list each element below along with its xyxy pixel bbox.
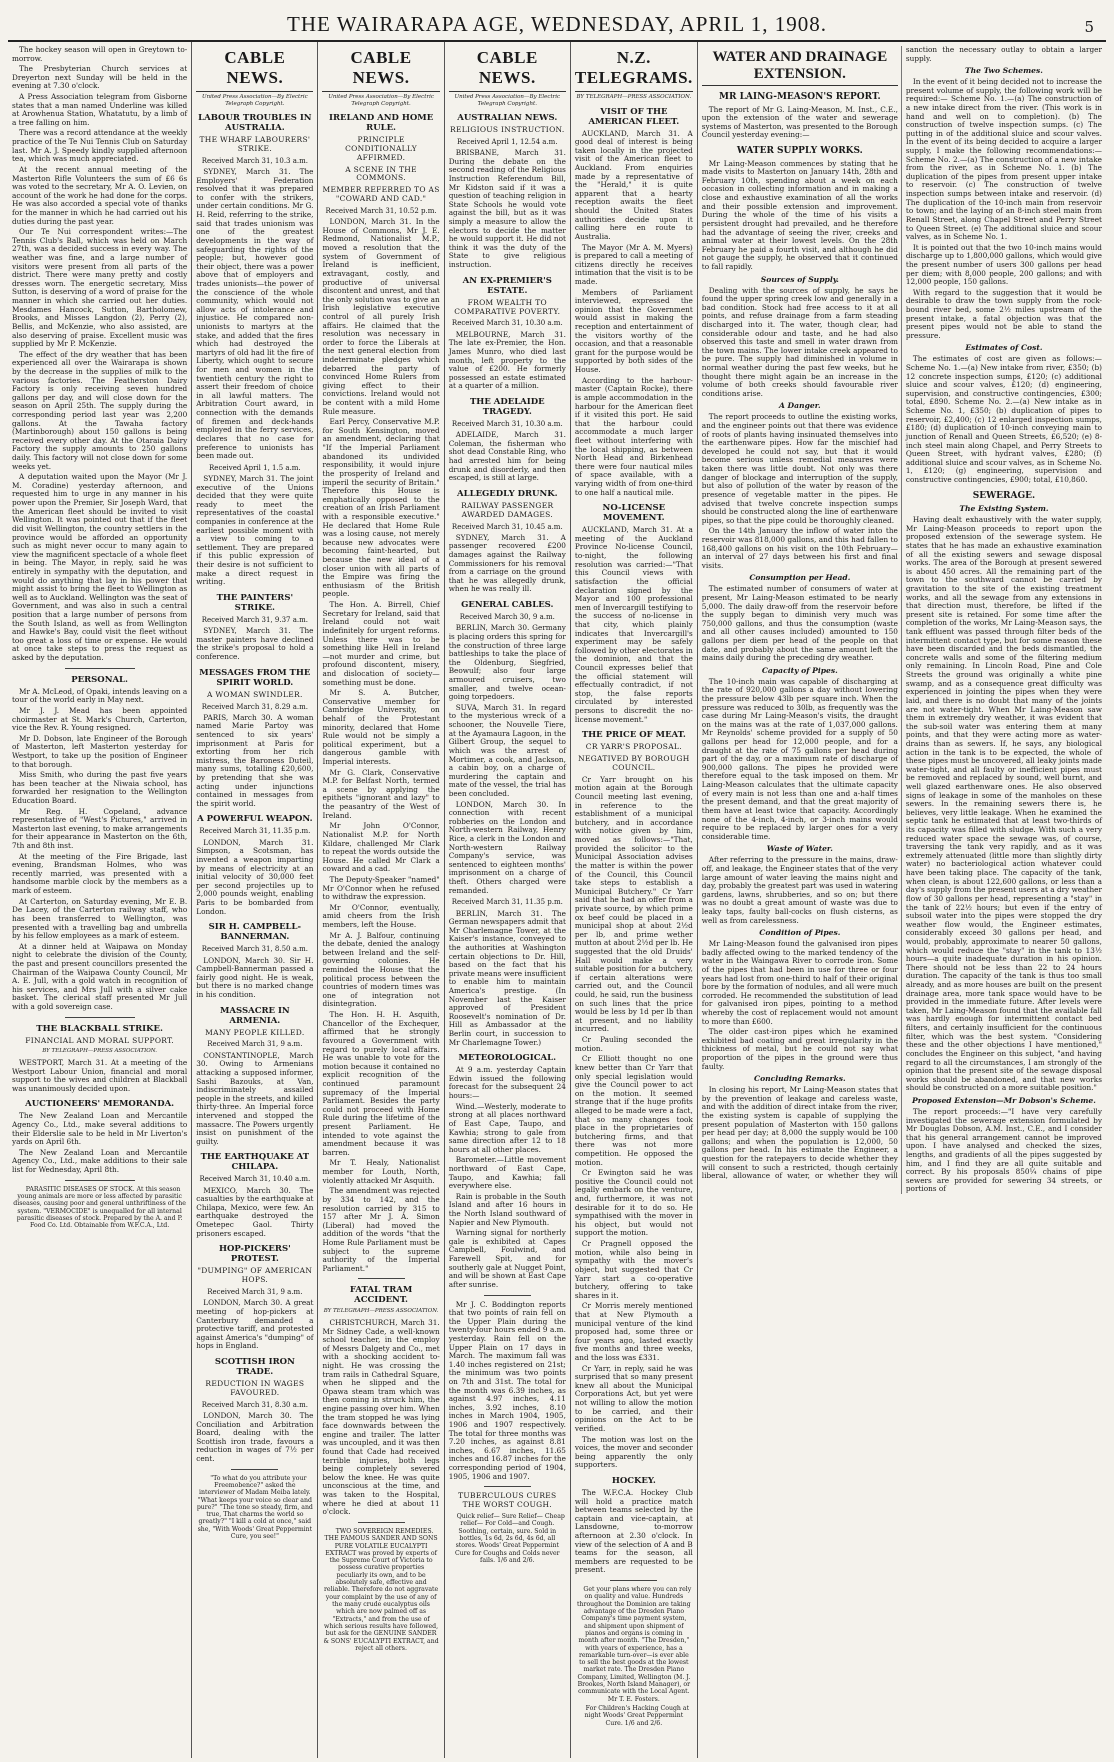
news-item: The effect of the dry weather that has been experienced all over the Wairarapa is shown by the decrease in the supplies of milk to the various factories. The Featherston Dairy Factory is only receiving seven hundred gallons per day, and will close down for the season on April 25th. The supply during the corresponding period last year was 2,200 gallons. At the Tawaha factory (Martinborough) about 150 gallons is being received every other day. At the Otaraia Dairy Factory the supply amounts to 250 gallons daily. This factory will not close down for some weeks yet. [12,349,188,471]
subsection-heading: Condition of Pipes. [759,928,841,938]
article-body: SYDNEY, March 31. The master painters have declined the strike's proposal to hold a conference. [196,626,314,662]
article-body: Cr Yarr, in reply, said he was surprised that so many present knew all about the Municipal Corporations Act, but yet were not willing to allow the motion to be carried, and their opinions on the Act to be verified. [574,1363,693,1433]
subheading: FINANCIAL AND MORAL SUPPORT. [25,1035,174,1045]
subheading: MANY PEOPLE KILLED. [205,1027,305,1037]
article-body: BRISBANE, March 31. During the debate on the second reading of the Religious Instruction Referendum Bill, Mr Kidston said if it was a question of teaching religion in State Schools he would vote against the bill, but as it was simply a measure to allow the electors to decide the matter he would support it. He did not think it was the duty of the State to give religious instruction. [448,148,566,270]
news-item: A deputation waited upon the Mayor (Mr J. M. Coradine) yesterday afternoon, and requested him to urge in any manner in his power upon the Premier, Sir Joseph Ward, that the American fleet should be invited to visit Wellington. It was pointed out that if the fleet did visit Wellington, the country settlers in the province would be afforded an opportunity such as might never occur to many again to view the magnificent spectacle of a whole fleet in being. The Mayor, in reply, said he was entirely in sympathy with the deputation, and would do anything that lay in his power that might assist to bring the fleet to Wellington as well as to Auckland. Wellington was the seat of Government, and was also in such a central position that a large number of persons from the South Island, as well as from Wellington and Hawke's Bay, could visit the fleet without too great a loss of time or expense. He would at once take steps to press the request as asked by the deputation. [12,472,188,663]
divider [231,1469,278,1470]
subheading: NEGATIVED BY BOROUGH COUNCIL. [578,754,690,772]
article-heading: VISIT OF THE AMERICAN FLEET. [588,106,680,127]
news-item: Mr A. McLeod, of Opaki, intends leaving on a tour of the world early in May next. [12,686,188,705]
article-body: Mr O'Connor, eventually, amid cheers from the Irish members, left the House. [322,902,440,929]
article-body: Members of Parliament interviewed, expressed the opinion that the Government would assist in making the reception and entertainment of the visitors worthy of the occasion, and that a reasonable grant for the purpose would be supported by both sides of the House. [574,287,693,375]
news-item: The New Zealand Loan and Mercantile Agency Co., Ltd., make additions to their sale list for Wednesday, April 8th. [12,1147,188,1175]
subsection-heading: Concluding Remarks. [754,1074,846,1084]
article-body: LONDON, March 30. The Conciliation and Arbitration Board, dealing with the Scottish iron trade, favours a reduction in wages of 7½ per cent. [196,1410,314,1463]
water-report-body [702,46,1102,1194]
subsection-heading: Waste of Water. [766,844,833,854]
columns [8,42,1106,1758]
article-body: BERLIN, March 30. Germany is placing orders this spring for the construction of three large battleships to take the place of the Oldenburg, Siegfried, Beowulf; also four large armoured cruisers, two smaller, and twelve ocean-going torpedoers. [448,623,566,702]
subsection-heading: The Two Schemes. [964,66,1043,76]
column-water-drainage [698,42,1106,1758]
article-heading: SIR H. CAMPBELL-BANNERMAN. [208,922,302,943]
article-body: Mr Laing-Meason commences by stating that he made visits to Masterton on January 14th, 28th and February 10th, spending about a week on each occasion in collecting information and in making a close and exhaustive examination of all the works and their possible extension and improvement. During the whole of the time of his visits a persistent drought had prevailed, and he therefore had the advantage of seeing the river, creeks and animal water at their lowest levels. On the 28th February he paid a fourth visit, and although he did not gauge the supply, he observed that it continued to fall rapidly. [701,158,898,271]
news-item: At the meeting of the Fire Brigade, last evening, Brandsman Holmes, who was recently married, was presented with a handsome marble clock by the members as a mark of esteem. [12,851,188,896]
article-body: ADELAIDE, March 31. Coleman, the fisherman who shot dead Constable Ring, who had arrested him for being drunk and disorderly, and then escaped, is still at large. [448,430,566,483]
article-body: Cr Elliott thought no one knew better than Cr Yarr that only special legislation would give the Council power to act on the motion. It seemed strange that if the huge profits alleged to be made were a fact, that so many changes took place in the proprietaries of butchering firms, and that there was not more competition. He opposed the motion. [574,1054,693,1167]
article-body: The report proceeds:—"I have very carefully investigated the sewerage extension formulated by Mr Douglas Dobson, A.M. Inst., C.E., and I consider that his general arrangement cannot be improved upon. I have analysed and checked the sizes, lengths, and gradients of all the pipes suggested by him, and I find they are all quite suitable and correct. By his proposals 850¼ chains of pipe sewers are provided for sewering 34 streets, or portions of [905,1106,1102,1194]
article-body: LONDON, March 31. Simpson, a Scotsman, has invented a weapon imparting by means of electricity at an initial velocity of 30,000 feet per second projectiles up to 2,000 pounds weight, enabling Paris to be bombarded from London. [196,837,314,916]
divider [610,1580,657,1581]
divider [484,1295,531,1296]
article-body: Rain is probable in the South Island and after 16 hours in the North Island southward of Napier and New Plymouth. [448,1191,566,1227]
article-heading: NO-LICENSE MOVEMENT. [602,503,666,524]
article-body: AUCKLAND, March 31. At a meeting of the Auckland Province No-license Council, to-night, the following resolution was carried:—"That this Council views with satisfaction the official declaration signed by the Mayor and 100 professional men of Invercargill testifying to the success of no-license in that city, which plainly indicates that Invercargill's experiment may be safely followed by other electorates in the dominion, and that the Council expresses belief that the official statement will effectually contradict, if not stop, the false reports circulated by interested persons to discredit the no-license movement." [574,525,693,724]
column-header: N.Z. TELEGRAMS. [575,46,693,92]
news-item: Mr Reg. H. Copeland, advance representative of "West's Pictures," arrived in Masterton last evening, to make arrangements for their appearance in Masterton on the 6th, 7th and 8th inst. [12,806,188,851]
column-nz-telegrams [571,42,698,1758]
article-body: The older cast-iron pipes which he examined exhibited bad coating and great irregularity in the thickness of metal, but he could not say what proportion of the pipes in the ground were thus faulty. [701,1027,898,1071]
subheading: THE WHARF LABOURERS' STRIKE. [199,135,311,153]
article-body: MELBOURNE, March 31. The late ex-Premier, the Hon. James Munro, who died last month, left property to the value of £200. He formerly possessed an estate estimated at a quarter of a million. [448,329,566,391]
received-line: Received March 31, 10.30 a.m. [451,319,563,328]
article-body: Mr A. J. Balfour, continuing the debate, denied the analogy between Ireland and the self-governing colonies. He reminded the House that the political process between the countries of modern times was one of integration not disintegration. [322,930,440,1009]
subheading: REDUCTION IN WAGES FAVOURED. [205,1378,305,1397]
advertisement: Quick relief— Sure Relief— Cheap relief— For Cold—and Cough. Soothing, certain, sure. Sold in bottles, 1s 6d, 2s 6d, 4s 6d, all stores. Woods' Great Peppermint Cure for Coughs and Colds never fails. 1/6 and 2/6. [454,1512,565,1564]
received-line: Received March 31, 10.45 a.m. [451,522,563,531]
article-body: Mr Laing-Meason found the galvanised iron pipes badly affected owing to the marked tendency of the water in the Waingawa River to corrode iron. Some of the pipes that had been in use for three or four years had lost from one-third to half of their original bore by the formation of nodules, and all were much corroded. He recommended the substitution of lead for galvanised iron pipes, pointing to a method whereby the cost of replacement would not amount to more than £600. [701,939,898,1026]
article-body: It is pointed out that the two 10-inch mains would discharge up to 1,800,000 gallons, which would give the present number of users 300 gallons per head per diem; with 8,000 people, 200 gallons; and with 12,000 people, 150 gallons. [905,242,1102,287]
article-body: Having dealt exhaustively with the water supply, Mr Laing-Meason proceeds to report upon the proposed extension of the sewerage system. He states that he has made an exhaustive examination of all the existing sewers and sewage disposal works. The area of the Borough at present sewered is about 450 acres. All the remaining part of the town to the southward cannot be carried by gravitation to the site of the existing treatment works, and all the sewage from any extensions in that direction must, therefore, be lifted if the present site is retained. For some time after the completion of the works, Mr Laing-Meason says, the tank effluent was passed through filter beds of the intermittent contact type, but for some reason these have been discarded and the beds dismantled, the concrete walls and some of the filtering medium only remaining. In Lincoln Road, Pine and Cole Streets the ground was originally a white pine swamp, and as a consequence great difficulty was experienced in jointing the pipes when they were laid, and there is no doubt that many of the joints are not water-tight. When Mr Laing-Meason saw them in extremely dry weather, it was evident that the sub-soil water was entering them at many points, and that they were acting more as water-drains than as sewers. If, he says, any biological action in the tank is to be expected, the whole of these pipes must be uncovered, all leaky joints made water-tight, and all faulty or inefficient pipes must be removed and replaced by sound, well burnt, and well glazed earthenware ones. He also observed signs of leakage in some of the manholes on these sewers. In the remaining sewers there is, he believes, very little leakage. When he examined the septic tank he estimated that at least two-thirds of its capacity was filled with sludge. With such a very reduced water space the sewage was, of course, traversing the tank very rapidly, and as it was extremely attenuated (little more than slightly dirty water) no bacteriological action whatever could have been taking place. The capacity of the tank, when clean, is about 122,600 gallons, or less than a day's supply from the present users at a dry weather flow of 30 gallons per head, representing a "stay" in the tank of 22½ hours; but even if the entry of subsoil water into the pipes were stopped the dry weather flow would, the Engineer estimates, considerably exceed 30 gallons per head, and would, probably, approximate to nearer 50 gallons, which would reduce the "stay" in the tank to 13½ hours—a quite inadequate duration in his opinion. There should not be less than 22 to 24 hours duration. The capacity of the tank is thus too small already, and as more houses are built on the present drainage area, more tank space would have to be provided in the immediate future. After levels were taken, Mr Laing-Meason found that the available fall was hardly enough for intermittent contact bed filters, and certainly insufficient for the continuous filter, which was the best system. "Considering these and the other objections I have mentioned," concludes the Engineer on this subject, "and having regard to all the circumstances, I am strongly of the opinion that the present site of the sewage disposal works should be abandoned, and that new works should be constructed on a more suitable position." [905,515,1102,1093]
subsection-heading: Proposed Extension—Mr Dobson's Scheme. [912,1095,1096,1105]
article-body: CHRISTCHURCH, March 31. Mr Sidney Cade, a well-known school teacher, in the employ of Messrs Dalgety and Co., met with a shocking accident to-night. He was crossing the tram rails in Cathedral Square, when he slipped and the Opawa steam tram which was then coming in struck him, the engine passing over him. When the tram stopped he was lying face downwards between the engine and trailer. The latter was uncoupled, and it was then found that Cade had received terrible injuries, both legs being completely severed below the knee. He was quite unconscious at the time, and was taken to the Hospital, where he died at about 11 o'clock. [322,1317,440,1517]
masthead [8,0,1106,42]
section-heading-blackball: THE BLACKBALL STRIKE. [36,1023,163,1034]
article-body: The report of Mr G. Laing-Meason, M. Inst., C.E., upon the extension of the water and sewerage systems of Masterton, was presented to the Borough Council yesterday evening:— [701,104,898,140]
newspaper-title: THE WAIRARAPA AGE, WEDNESDAY, APRIL 1, 1908. [287,12,827,36]
column-cable-news-1 [192,42,318,1758]
article-body: CONSTANTINOPLE, March 30. Owing to Armenians attacking a supposed informer, Sashi Bazouks, at Van, indiscriminately assailed people in the streets, and killed thirty-three. An Imperial force intervened and stopped the massacre. The Powers urgently insist on punishment of the guilty. [196,1050,314,1146]
article-heading: SCOTTISH IRON TRADE. [214,1356,295,1377]
page-number: 5 [1084,18,1094,36]
divider [65,668,135,669]
article-heading: IRELAND AND HOME RULE. [328,113,434,134]
subsection-heading: The Existing System. [959,504,1049,514]
subheading: A SCENE IN THE COMMONS. [345,164,417,183]
article-body: Warning signal for northerly gale is exhibited at Capes Campbell, Foulwind, and Farewell Spit, and for southerly gale at Nugget Point, and will be shown at East Cape after sunrise. [448,1228,566,1289]
news-item: Miss Smith, who during the past five years has been teacher at the Niwaia school, has forwarded her resignation to the Wellington Education Board. [12,770,188,805]
article-body: Barometer.—Little movement northward of East Cape, Taupo, and Kawhia; fall everywhere else. [448,1155,566,1191]
advertisement-heading: TUBERCULOUS CURES THE WORST COUGH. [458,1491,557,1510]
article-heading: HOCKEY. [611,1475,656,1486]
subheading: MEMBER REFERRED TO AS "COWARD AND CAD." [322,185,440,204]
article-body: The amendment was rejected by 334 to 142, and the resolution carried by 315 to 157 after Mr J. A. Simon (Liberal) had moved the addition of the words "that the Home Rule Parliament must be subject to the supreme authority of the Imperial Parliament." [322,1186,440,1273]
news-item: At the recent annual meeting of the Masterton Rifle Volunteers the sum of £6 6s was voted to the secretary, Mr A. O. Levien, on account of the work he had done for the corps. He was also accorded a special vote of thanks for the manner in which he had carried out his duties during the past year. [12,164,188,226]
subsection-heading: Capacity of Pipes. [761,665,838,675]
article-body: On the 14th January the inflow of water into the reservoir was 818,000 gallons, and this had fallen to 168,400 gallons on his visit on the 10th February—an interval of 27 days between his first and final visits. [701,526,898,570]
news-item: At a dinner held at Waipawa on Monday night to celebrate the division of the County, the past and present councillors presented the Chairman of the Waipawa County Council, Mr A. E. Jull, with a gold watch in recognition of his services, and Mrs Jull with a silver cake basket. The clerical staff presented Mr Jull with a gold sovereign case. [12,941,188,1011]
article-body: The Mayor (Mr A. M. Myers) is prepared to call a meeting of citizens directly he receives intimation that the visit is to be made. [574,242,693,286]
section-heading-personal: PERSONAL. [71,674,128,685]
subheading: "DUMPING" OF AMERICAN HOPS. [197,1266,313,1285]
column-cable-news-3 [445,42,571,1758]
article-body: Mr G. Clark, Conservative M.P. for Belfast North, termed a scene by applying the epithets "ignorant and lazy" to the peasantry of the West of Ireland. [322,767,440,820]
article-body: LONDON, March 30. In connection with recent robberies on the London and North-western Railway, Henry Rice, a clerk in the London and North-western Railway Company's service, was sentenced to eighteen months' imprisonment on a charge of theft. Others charged were remanded. [448,799,566,895]
subheading: RAILWAY PASSENGER AWARDED DAMAGES. [461,500,554,519]
article-body: Mr T. Healy, Nationalist member for Louth, North, violently attacked Mr Asquith. [322,1158,440,1185]
article-body: Cr Ewington said he was positive the Council could not legally embark on the venture, and, furthermore, it was not desirable for it to do so. He sympathised with the mover in his object, but would not support the motion. [574,1168,693,1238]
article-body: The estimates of cost are given as follows:— Scheme No. 1.—(a) New intake from river, £350; (b) 12 concrete inspection sumps, £120; (c) additional sluice and scour valves, £120; (d) engineering, supervision, and constructive contingencies, £300; total, £890. Scheme No. 2.—(a) New intake as in Scheme No. 1, £350; (b) duplication of pipes to reservoir, £2,400; (c) 12 enlarged inspection sumps, £180; (d) duplication of 10-inch conveying main to junction of Renall and Queen Streets, £6,520; (e) 8-inch steel main along Chapel, and Perry Streets to Queen Street, with hydrant valves, £280; (f) additional sluice and scour valves, as in Scheme No. 1, £120; (g) engineering, supervision and constructive contingencies, £900; total, £10,860. [905,354,1102,484]
received-line: Received March 31, 9 a.m. [207,1040,303,1049]
received-line: Received March 30, 9 a.m. [459,613,555,622]
credit-line: BY TELEGRAPH—PRESS ASSOCIATION. [576,94,692,101]
article-body: The Hon. A. Birrell, Chief Secretary for Ireland, said that Ireland could not wait indefinitely for urgent reforms. Unless there was to be something like Hell in Ireland—not murder and crime, but profound discontent, misery, and dislocation of society—something must be done. [322,600,440,687]
article-body: Cr Pauling seconded the motion. [574,1035,693,1053]
divider [65,1180,135,1181]
article-heading: ALLEGEDLY DRUNK. [457,488,558,499]
article-heading: MESSAGES FROM THE SPIRIT WORLD. [199,667,311,688]
article-body: Mr John O'Connor, Nationalist M.P. for North Kildare, challenged Mr Clark to repeat the words outside the House. He called Mr Clark a coward and a cad. [322,821,440,874]
article-body: The motion was lost on the voices, the mover and seconder being apparently the only supporters. [574,1434,693,1470]
advertisement: TWO SOVEREIGN REMEDIES. THE FAMOUS SANDER AND SONS PURE VOLATILE EUCALYPTI EXTRACT was proved by experts of the Supreme Court of Victoria to possess curative properties peculiarly its own, and to be absolutely safe, effective and reliable. Therefore do not aggravate your complaint by the use of any of the many crude eucalyptus oils which are now palmed off as "Extracts," and from the use of which serious results have followed, but ask for the GENUINE SANDER & SONS' EUCALYPTI EXTRACT, and reject all others. [323,1527,439,1652]
article-heading: LABOUR TROUBLES IN AUSTRALIA. [198,113,312,134]
credit-line: United Press Association—By Electric Telegraph Copyright. [454,94,561,107]
received-line: Received March 31, 11.35 p.m. [451,898,563,907]
article-body: The report proceeds to outline the existing works, and the engineer points out that there was evidence of roots of plants having insinuated themselves into the earthenware pipes. How far the mischief had developed he could not say, but that it would become serious unless remedial measures were taken there was little doubt. Not only was there danger of blockage and interruption of the supply, but also of pollution of the water by reason of the presence of vegetable matter in the pipes. He advised that twelve concrete inspection sumps should be constructed along the line of earthenware pipes, so that the pipe could be thoroughly cleaned. [701,412,898,525]
advertisement: Get your plans where you can rely on quality and value. Hundreds throughout the Dominion are taking advantage of the Dresden Piano Company's time payment system, and shipment upon shipment of pianos and organs is coming in month after month. "The Dresden," with years of experience, has a remarkable turn-over—is ever able to sell the best goods at the lowest market rate. The Dresden Piano Company, Limited, Wellington (M. J. Brookes, North Island Manager), or communicate with the Local Agent. Mr T. E. Fosters. [577,1586,692,1703]
article-title: WATER AND DRAINAGE EXTENSION. [702,46,898,86]
divider [358,1278,405,1279]
article-body: Wind.—Westerly, moderate to strong at all places northward of East Cape, Taupo, and Kawhia; strong to gale from same direction after 12 to 18 hours at all other places. [448,1101,566,1154]
article-body: Mr S. A. Butcher, Conservative member for Cambridge University, on behalf of the Protestant minority, declared that Home Rule would not be simply a political experiment, but a dangerous gamble with Imperial interests. [322,688,440,767]
news-item: There was a record attendance at the weekly practice of the Te Nui Tennis Club on Saturday last. Mr A. J. Speedy kindly supplied afternoon tea, which was much appreciated. [12,128,188,164]
article-heading: THE EARTHQUAKE AT CHILAPA. [200,1152,310,1173]
subheading: CR YARR'S PROPOSAL. [585,742,682,752]
received-line: Received March 31, 10.40 a.m. [199,1175,311,1184]
article-body: Cr Morris merely mentioned that at New Plymouth a municipal venture of the kind proposed had, some three or four years ago, lasted exactly five months and three weeks, and the loss was £331. [574,1301,693,1363]
section-heading: WATER SUPPLY WORKS. [736,146,863,157]
article-body: The Deputy-Speaker "named" Mr O'Connor when he refused to withdraw the expression. [322,874,440,902]
article-body: In the event of it being decided not to increase the present volume of supply, the following work will be required:— Scheme No. 1.—(a) The construction of a new intake direct from the river. (This work is in hand and well on to completion). (b) The construction of twelve inspection sumps. (c) The putting in of the additional sluice and scour valves. In the event of its being decided to acquire a larger supply, I make the following recommendations:— Scheme No. 2.—(a) The construction of a new intake from the river, as in Scheme No. 1. (b) The duplication of the pipes from present upper intake to reservoir. (c) The construction of twelve inspection sumps between intake and reservoir. (d) The duplication of the 10-inch main from reservoir to town; and the laying of an 8-inch steel main from Renall Street, along Chapel Street and Perry Street to Queen Street. (e) The additional sluice and scour valves, as in Scheme No. 1. [905,77,1102,242]
news-item: At Carterton, on Saturday evening, Mr E. B. De Lacey, of the Carterton railway staff, who has been transferred to Wellington, was presented with a travelling bag and umbrella by his fellow employees as a mark of esteem. [12,896,188,941]
article-body: SYDNEY, March 31. A passenger recovered £200 damages against the Railway Commissioners for his removal from a carriage on the ground that he was allegedly drunk, when he was really ill. [448,532,566,594]
article-subtitle: MR LAING-MEASON'S REPORT. [719,92,881,102]
article-body: The W.F.C.A. Hockey Club will hold a practice match between teams selected by the captain and vice-captain, at Lansdowne, to-morrow afternoon at 2.30 o'clock. In view of the selection of A and B teams for the season, all members are requested to be present. [574,1487,693,1575]
article-body: The estimated number of consumers of water at present, Mr Laing-Meason estimated to be nearly 5,000. The daily draw-off from the reservoir before the supply began to diminish very much was 750,000 gallons, and thus the consumption (waste and all other causes included) amounted to 150 gallons per diem per head of the people on that date, and probably about the same amount left the mains daily during the preceding dry weather. [701,584,898,663]
subheading: FROM WEALTH TO COMPARATIVE POVERTY. [454,297,561,316]
credit-line: United Press Association—By Electric Telegraph Copyright. [328,94,434,107]
subheading: A WOMAN SWINDLER. [207,689,303,699]
article-body: BERLIN, March 31. The German newspapers admit that Mr Charlemagne Tower, at the Kaiser's instance, conveyed to the authorities at Washington certain objections to Dr. Hill, based on the fact that his private means were insufficient to enable him to maintain America's prestige. (In November last the Kaiser approved of President Roosevelt's nomination of Dr. Hill as Ambassador at the Berlin court, in succession to Mr Charlemagne Tower.) [448,908,566,1047]
article-heading: AN EX-PREMIER'S ESTATE. [462,275,552,296]
news-item: The hockey season will open in Greytown to-morrow. [12,45,188,63]
article-body: PARIS, March 30. A woman named Marie Partoy was sentenced to six years' imprisonment at Paris for extorting from her rich mistress, the Baroness Duteil, many sums, totalling £20,600, by pretending that she was acting under injunctions contained in messages from the spirit world. [196,712,314,808]
received-line: Received March 31, 8.30 a.m. [201,1400,308,1409]
section-heading-auctioneers: AUCTIONEERS' MEMORANDA. [25,1099,175,1110]
article-heading: MASSACRE IN ARMENIA. [220,1005,290,1026]
article-heading: THE PAINTERS' STRIKE. [216,592,294,613]
article-body: AUCKLAND, March 31. A good deal of interest is being taken locally in the projected visit of the American fleet to Auckland. From enquiries made by a representative of the "Herald," it is quite apparent that a hearty reception awaits the fleet should the United States authorities decide upon it calling here en route to Australia. [574,128,693,241]
article-body: At 9 a.m. yesterday Captain Edwin issued the following forecast for the subsequent 24 hours:— [448,1065,566,1101]
column-local-news [8,42,192,1758]
subsection-heading: Estimates of Cost. [965,343,1043,353]
article-body: Cr Yarr brought on his motion again at the Borough Council meeting last evening, in reference to the establishment of a municipal butchery, and in accordance with notice given by him, moved as follows:—"That, provided the solicitor to the Municipal Association advises the matter is within the power of the Council, this Council take steps to establish a Municipal Butchery." Cr Yarr said that he had an offer from a private source, by which prime ox beef could be placed in a municipal shop at about 2½d per lb, and prime wether mutton at about 2½d per lb. He suggested that the old Druids' Hall would make a very suitable position for a butchery, if certain alterations were carried out, and the Council could, he said, run the business on such lines that the price would be less by 1d per lb than at present, and no liability incurred. [574,774,693,1034]
received-line: Received April 1, 12.54 a.m. [457,137,558,146]
subsection-heading: A Danger. [779,401,821,411]
article-body: LONDON, March 30. A great meeting of hop-pickers at Canterbury demanded a protective tariff, and protested against America's "dumping" of hops in England. [196,1298,314,1351]
column-header: CABLE NEWS. [449,46,566,92]
article-heading: A POWERFUL WEAPON. [197,814,313,825]
news-item: The Presbyterian Church services at Dreyerton next Sunday will be held in the evening at 7.30 o'clock. [12,64,188,91]
column-header: CABLE NEWS. [322,46,439,92]
article-body: With regard to the suggestion that it would be desirable to draw the town supply from the rock-bound river bed, some 2½ miles upstream of the present intake, a fatal objection was that the present pipes would not be able to stand the pressure. [905,287,1102,340]
article-body: In closing his report, Mr Laing-Meason states that by the prevention of leakage and careless waste, and with the addition of direct intake from the river, the existing system is capable of supplying the present population of Masterton with 150 gallons per head per day; at 8,000 the supply would be 100 gallons; and when the population is 12,000, 50 gallons per head. In his estimate the Engineer, a question for the ratepayers to decide whether they will consent to such a restricted, though certainly liberal, allowance of water, or whether they will sanction the necessary outlay to obtain a larger supply. [701,45,1102,1181]
article-heading: HOP-PICKERS' PROTEST. [219,1244,291,1265]
article-heading: FATAL TRAM ACCIDENT. [349,1285,413,1306]
article-body: Earl Percy, Conservative M.P. for South Kensington, moved an amendment, declaring that "If the Imperial Parliament abandoned its undivided responsibility, it would injure the prosperity of Ireland and imperil the security of Britain." Therefore this House is emphatically opposed to the creation of an Irish Parliament with a responsible executive." He declared that Home Rule was a losing cause, not merely because new advocates were becoming faint-hearted, but because the new ideal of a closer union with all parts of the Empire was firing the enthusiasm of the British people. [322,417,440,599]
news-item: The New Zealand Loan and Mercantile Agency Co., Ltd., make several additions to their Elderslie sale to be held in Mr Liverton's yards on April 6th. [12,1111,188,1147]
divider [484,1486,531,1487]
subheading: RELIGIOUS INSTRUCTION. [450,125,565,135]
article-body: Mr J. C. Boddington reports that two points of rain fell on the Upper Plain during the twenty-four hours ended 9 a.m. yesterday. Rain fell on the Upper Plain on 17 days in March. The maximum fall was 1.40 inches registered on 21st; the minimum was two points on 7th and 31st. The total for the month was 6.39 inches, as against 4.97 inches, 4.11 inches, 3.92 inches, 8.10 inches in March 1904, 1905, 1906 and 1907 respectively. The total for three months was 7.20 inches, as against 8.81 inches, 6.67 inches, 11.65 inches and 16.87 inches for the corresponding period of 1904, 1905, 1906 and 1907. [448,1299,566,1481]
subheading: PRINCIPLE CONDITIONALLY AFFIRMED. [345,135,417,162]
news-item: Our Te Nui correspondent writes:—The Tennis Club's Ball, which was held on March 27th, was a decided success in every way. The weather was fine, and a large number of visitors were present from all parts of the district. There were many pretty and costly dresses worn. The energetic secretary, Miss Sutton, is deserving of a word of praise for the manner in which she carried out her duties. Mesdames Hancock, Sutton, Bartholomew, Brooks, and Misses Langdon (2), Perry (2), Bellis, and McKenzie, who also assisted, are also deserving of praise. Excellent music was supplied by Mr P. McKenzie. [12,227,188,349]
subsection-heading: Consumption per Head. [749,573,851,583]
column-cable-news-2 [318,42,444,1758]
subsection-heading: Sources of Supply. [760,274,839,284]
article-body: LONDON, March 30. Sir H. Campbell-Bannerman passed a fairly good night. He is weak, but there is no marked change in his condition. [196,955,314,999]
received-line: Received March 31, 10.52 p.m. [325,207,437,215]
credit-line: United Press Association—By Electric Telegraph Copyright. [202,94,308,107]
column-header: CABLE NEWS. [196,46,313,92]
article-body: After referring to the pressure in the mains, draw-off, and leakage, the Engineer states that of the very large amount of water leaving the mains night and day, probably the greatest part was used in watering gardens, lawns, shrubberies, and so on; but there was no doubt a great amount of waste was due to leaky taps, faulty ball-cocks on flush cisterns, as well as from carelessness. [701,855,898,925]
received-line: Received March 31, 9 a.m. [207,1288,303,1297]
news-item: WESTPORT, March 31. At a meeting of the Westport Labour Union, financial and moral support to the wives and children at Blackball was unanimously decided upon. [12,1057,188,1093]
article-heading: GENERAL CABLES. [461,600,554,611]
article-body: According to the harbour-master (Captain Rocke), there is ample accommodation in the harbour for the American fleet if it visited this port. He said that the harbour could accommodate a much larger fleet without interfering with the local shipping, as between North Head and Birkenhead there were four nautical miles of space available, with a varying width of from one-third to one half a nautical mile. [574,375,693,497]
article-body: SYDNEY, March 31. The joint executive of the Unions decided that they were quite ready to meet the representatives of the coastal companies in conference at the earliest possible moment with a view to coming to a settlement. They are prepared if this public expression of their desire is not sufficient to make a direct request in writing. [196,474,314,587]
received-line: Received March 31, 10.30 a.m. [451,419,563,428]
article-body: The Hon. H. H. Asquith, Chancellor of the Exchequer, affirmed that he strongly favoured a Government with regard to purely local affairs. He was unable to vote for the motion because it contained no explicit recognition of the continued paramount supremacy of the Imperial Parliament. Besides the party could not proceed with Home Rule during the lifetime of the present Parliament. He intended to vote against the amendment because it was barren. [322,1010,440,1157]
advertisement: "To what do you attribute your Freemobence?" asked the interviewer of Madam Meiba lately. "What keeps your voice so clear and pure?" "The tone so steady, firm, and true, That charms the world so greatly?" "I kill a cold at once," said she, "With Woods' Great Peppermint Cure, you see!" [196,1474,313,1541]
article-body: MEXICO, March 30. The casualties by the earthquake at Chilapa, Mexico, were few. An earthquake destroyed the Ometepec Gaol. Thirty prisoners escaped. [196,1185,314,1238]
news-item: A Press Association telegram from Gisborne states that a man named Underline was killed at Arowhenua Station, Whatatutu, by a limb of a tree falling on him. [12,92,188,127]
news-item: Mr D. Dobson, late Engineer of the Borough of Masterton, left Masterton yesterday for Westport, to take up the position of Engineer to that borough. [12,733,188,769]
news-item: Mr J. J. Mead has been appointed choirmaster at St. Mark's Church, Carterton, vice the Rev. R. Young resigned. [12,705,188,733]
credit-line: BY TELEGRAPH—PRESS ASSOCIATION. [42,1048,157,1055]
article-body: LONDON, March 31. In the House of Commons, Mr J. E. Redmond, Nationalist M.P., moved a resolution that the system of Government of Ireland is inefficient, extravagant, costly, and productive of universal discontent and unrest, and that the only solution was to give an Irish legislative executive control of all purely Irish affairs. He claimed that the resolution was necessary in order to force the Liberals at the next general election from indeterminate pledges which debarred the party of convinced Home Rulers from giving effect to their convictions. Ireland would not be content with a mild Home Rule measure. [322,217,440,416]
article-body: SUVA, March 31. In regard to the mysterious wreck of a schooner, the Nouvelle Tiere, at the Ayamaura Lagoon, in the Gilbert Group, the sequel to which was the arrest of Mortimer, a cook, and Jackson, a cabin boy, on a charge of murdering the captain and mate of the vessel, the trial has been concluded. [448,702,566,798]
credit-line: BY TELEGRAPH—PRESS ASSOCIATION. [323,1308,439,1315]
article-body: SYDNEY, March 31. The Employers' Federation resolved that it was prepared to confer with the strikers, under certain conditions. Mr G. H. Reid, referring to the strike, said that trades unionism was one of the greatest developments in the way of safeguarding the rights of the people; but, however good their object, there was a power above that of employers and trades unionists—the power of the conscience of the whole community, which would not allow acts of intolerance and injustice. He compared non-unionists to martyrs at the stake, and added that the fires which had destroyed the martyrs of old had lit the fire of Liberty, which ought to secure for men and women in the twentieth century the right to assert their freedom of choice in all lawful matters. The Arbitration Court award, in connection with the demands of firemen and deck-hands employed in the ferry services, declares that no case for preference to unionists has been made out. [196,167,314,461]
received-line: Received April 1, 1.5 a.m. [209,463,301,472]
received-line: Received March 31, 9.37 a.m. [201,615,308,624]
received-line: Received March 31, 8.29 a.m. [201,702,308,711]
received-line: Received March 31, 8.50 a.m. [201,945,308,954]
received-line: Received March 31, 11.35 p.m. [199,827,311,836]
received-line: Received March 31, 10.3 a.m. [201,156,308,165]
article-heading: THE PRICE OF MEAT. [581,730,686,741]
article-heading: METEOROLOGICAL. [458,1053,557,1064]
article-body: The 10-inch main was capable of discharging at the rate of 920,000 gallons a day without lowering the pressure below 43lb per square inch. When the pressure was reduced to 30lb, as frequently was the case during Mr Laing-Meason's visits, the draught on the mains was at the rate of 1,037,000 gallons. Mr Reynolds' scheme provided for a supply of 50 gallons per head for 12,000 people, and for a draught at the rate of 75 gallons per head during part of the day, or a maximum rate of discharge of 900,000 gallons. The pipes he provided were therefore equal to the task imposed on them. Mr Laing-Meason calculates that the ultimate capacity of every main is not less than one and a-half times the present demand, and that the great majority of them have at least twice that capacity. Accordingly none of the 4-inch, 4-inch, or 3-inch mains would require to be replaced by larger ones for a very considerable time. [701,676,898,841]
divider [358,1522,405,1523]
advertisement: PARASITIC DISEASES OF STOCK. At this season young animals are more or less affected by parasitic diseases, causing poor and general unthriftiness of the system. "VERMOCIDE" is unequalled for all internal parasitic diseases of stock. Prepared by the A. and P. Food Co. Ltd. Obtainable from W.F.C.A., Ltd. [13,1185,186,1230]
article-body: Cr Pragnell opposed the motion, while also being in sympathy with the mover's object, but suggested that Cr Yarr start a co-operative butchery, offering to take shares in it. [574,1239,693,1300]
article-body: Dealing with the sources of supply, he says he found the upper spring creek low and generally in a bad condition. Stock had free access to it at all points, and refuse drainage from a farm steading discharged into it. The water, though clear, had considerable odour and taste, and he had also observed this taste and smell in water drawn from the town mains. The lower intake creek appeared to be pure. The supply had diminished in volume in normal weather during the past few weeks, but he thought there might again be an increase in the volume of both creeks should favourable river conditions arise. [701,285,898,398]
article-heading: AUSTRALIAN NEWS. [457,113,558,124]
section-heading: SEWERAGE. [972,490,1036,501]
advertisement: For Children's Hacking Cough at night Woods' Great Peppermint Cure. 1/6 and 2/6. [584,1705,690,1727]
article-heading: THE ADELAIDE TRAGEDY. [469,396,545,417]
divider [65,1017,135,1018]
